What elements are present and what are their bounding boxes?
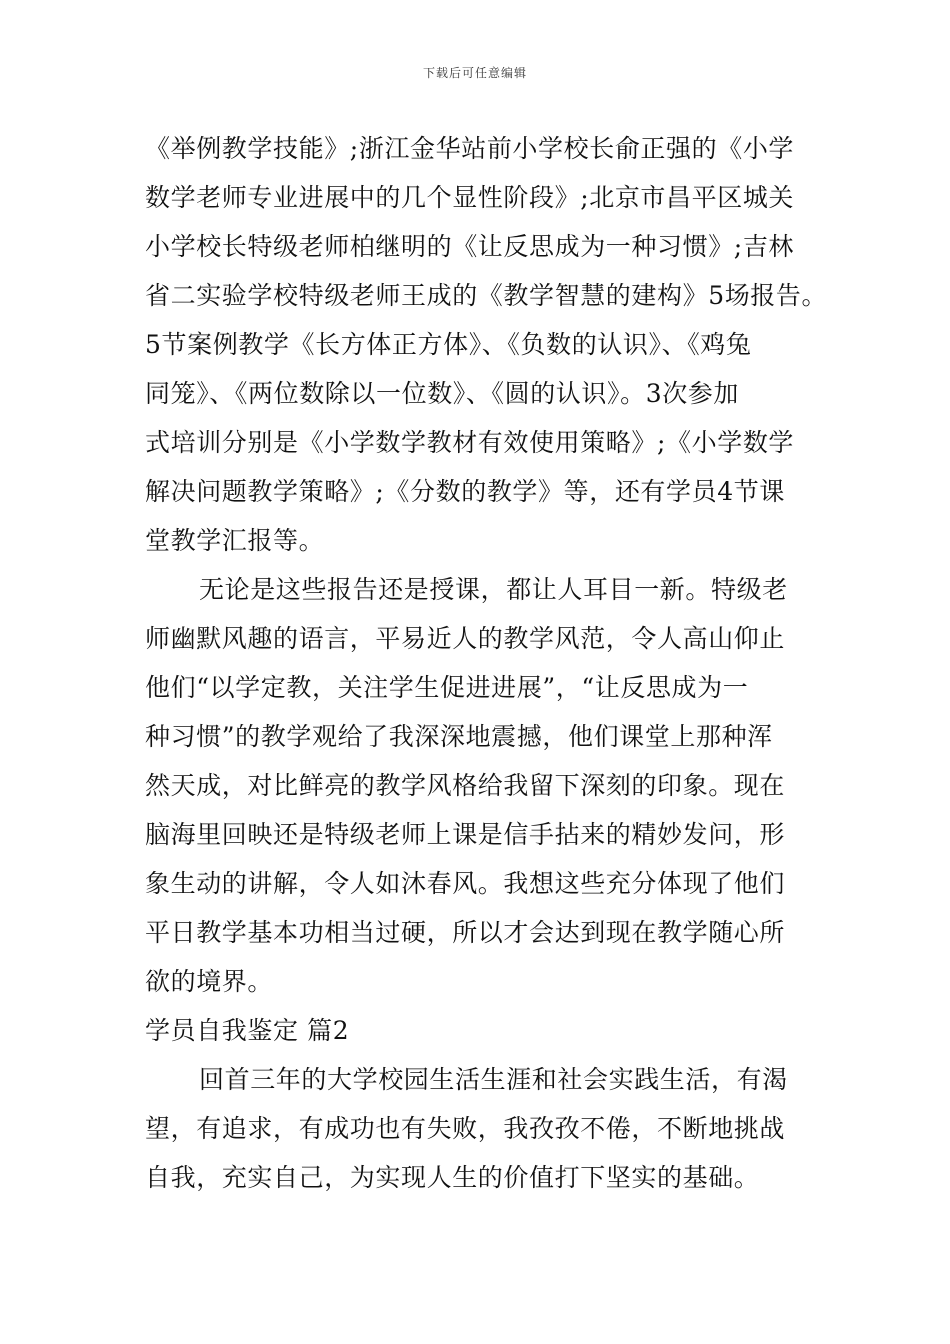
document-body: [145, 124, 828, 1202]
text-line: 无论是这些报告还是授课，都让人耳目一新。特级老: [199, 575, 788, 604]
text-line: 堂教学汇报等。: [145, 526, 325, 555]
text-line: 解决问题教学策略》;《分数的教学》等，还有学员4节课: [145, 477, 785, 506]
text-line: 5节案例教学《长方体正方体》、《负数的认识》、《鸡兔: [145, 330, 752, 359]
text-line: 数学老师专业进展中的几个显性阶段》;北京市昌平区城关: [145, 183, 795, 212]
text-line: 小学校长特级老师柏继明的《让反思成为一种习惯》;吉林: [145, 232, 795, 261]
text-line: 同笼》、《两位数除以一位数》、《圆的认识》。3次参加: [145, 379, 740, 408]
text-line: 省二实验学校特级老师王成的《教学智慧的建构》5场报告。: [145, 281, 828, 310]
text-line: 他们“以学定教，关注学生促进进展”，“让反思成为一: [145, 673, 749, 702]
text-line: 回首三年的大学校园生活生涯和社会实践生活，有渴: [199, 1065, 788, 1094]
text-line: 师幽默风趣的语言，平易近人的教学风范，令人高山仰止: [145, 624, 786, 653]
text-line: 欲的境界。: [145, 967, 274, 996]
text-line: 象生动的讲解，令人如沐春风。我想这些充分体现了他们: [145, 869, 786, 898]
text-line: 脑海里回映还是特级老师上课是信手拈来的精妙发问，形: [145, 820, 786, 849]
paragraph-impressions: [145, 565, 807, 1006]
paragraph-reflection: [145, 1055, 807, 1202]
section-heading: 学员自我鉴定 篇2: [145, 1016, 350, 1045]
text-line: 自我，充实自己，为实现人生的价值打下坚实的基础。: [145, 1163, 760, 1192]
text-line: 望，有追求，有成功也有失败，我孜孜不倦，不断地挑战: [145, 1114, 786, 1143]
text-line: 种习惯”的教学观给了我深深地震撼，他们课堂上那种浑: [145, 722, 773, 751]
text-line: 然天成，对比鲜亮的教学风格给我留下深刻的印象。现在: [145, 771, 786, 800]
text-line: 式培训分别是《小学数学教材有效使用策略》;《小学数学: [145, 428, 795, 457]
paragraph-report-list: [145, 124, 828, 565]
text-line: 《举例教学技能》;浙江金华站前小学校长俞正强的《小学: [145, 134, 795, 163]
page-header: 下载后可任意编辑: [422, 66, 527, 80]
text-line: 平日教学基本功相当过硬，所以才会达到现在教学随心所: [145, 918, 786, 947]
